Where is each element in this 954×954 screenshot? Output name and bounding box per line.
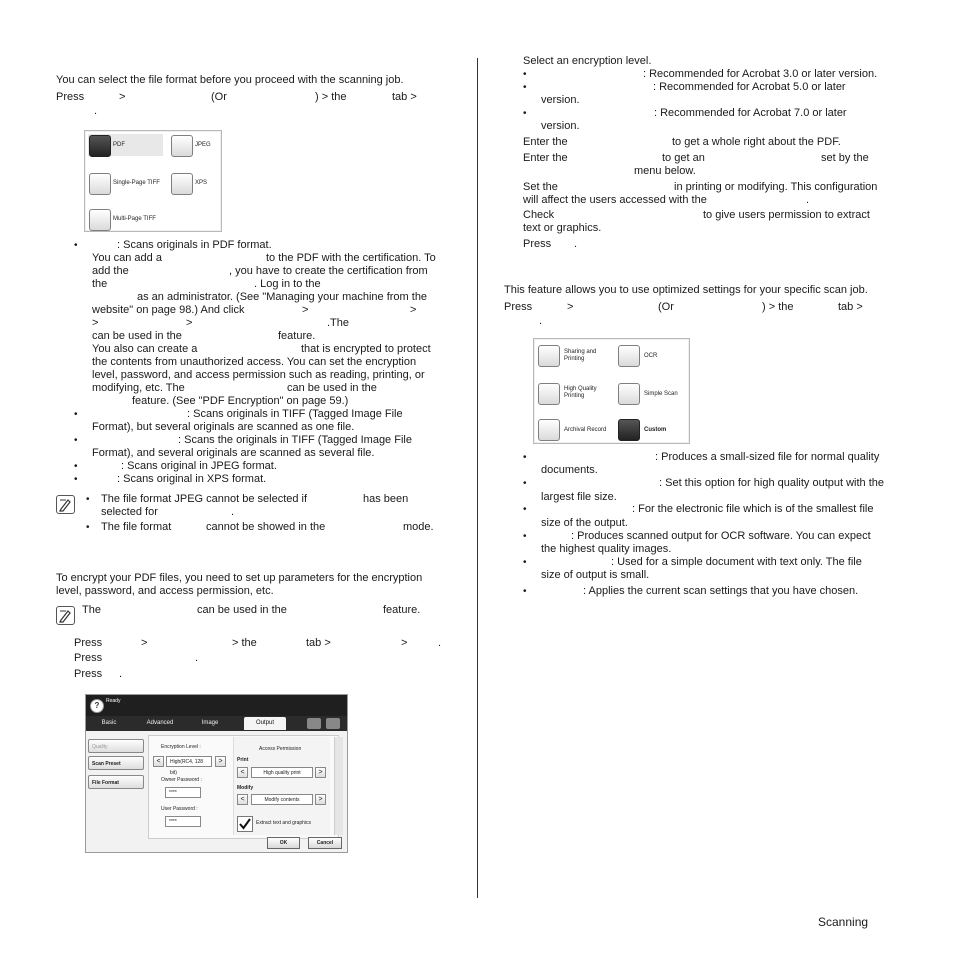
encryption-level-value: High(RC4, 128 bit) — [166, 756, 212, 767]
encryption-prev-button[interactable]: < — [153, 756, 164, 767]
single-page-tiff-option-checkbox[interactable] — [89, 173, 111, 195]
tab-advanced[interactable]: Advanced — [146, 720, 174, 726]
encryption-level-label: Encryption Level : — [161, 744, 201, 750]
custom-option-checkbox[interactable] — [618, 419, 640, 441]
ok-button[interactable]: OK — [267, 837, 300, 849]
select-level-step: Select an encryption level. — [523, 55, 652, 67]
archival-record-option-checkbox[interactable] — [538, 419, 560, 441]
note-icon — [56, 606, 75, 625]
high-quality-printing-option-checkbox[interactable] — [538, 383, 560, 405]
tab-output[interactable]: Output — [244, 717, 286, 730]
high-quality-printing-option-label: High Quality Printing — [564, 386, 597, 399]
modify-prev-button[interactable]: < — [237, 794, 248, 805]
user-password-field[interactable]: **** — [165, 816, 201, 827]
side-quality[interactable]: Quality — [88, 739, 144, 753]
page-footer: Scanning — [818, 915, 869, 929]
pdf-encryption-screen — [85, 694, 348, 853]
file-format-intro: You can select the file format before you proceed with the scanning job. — [56, 74, 404, 86]
ocr-option-checkbox[interactable] — [618, 345, 640, 367]
tab-image[interactable]: Image — [201, 720, 219, 726]
side-file-format[interactable]: File Format — [88, 775, 144, 789]
modify-value: Modify contents — [251, 794, 313, 805]
pdf-option-label: PDF — [113, 142, 125, 148]
pdf-option-checkbox[interactable] — [89, 135, 111, 157]
multi-page-tiff-option-checkbox[interactable] — [89, 209, 111, 231]
jpeg-option-label: JPEG — [195, 142, 211, 148]
simple-scan-option-label: Simple Scan — [644, 391, 678, 397]
scrollbar[interactable] — [334, 737, 343, 835]
single-page-tiff-option-label: Single-Page TIFF — [113, 180, 160, 186]
status-text: Ready — [106, 698, 121, 704]
ocr-option-label: OCR — [644, 353, 658, 359]
user-password-label: User Password : — [161, 806, 198, 812]
file-format-panel — [84, 130, 222, 232]
print-prev-button[interactable]: < — [237, 767, 248, 778]
tab-basic[interactable]: Basic — [101, 720, 117, 726]
access-permission-label: Access Permission — [259, 746, 302, 752]
jpeg-option-checkbox[interactable] — [171, 135, 193, 157]
cancel-button[interactable]: Cancel — [308, 837, 342, 849]
sharing-printing-option-label: Sharing and Printing — [564, 349, 597, 362]
up-arrow-icon[interactable] — [307, 718, 321, 729]
home-icon[interactable] — [326, 718, 340, 729]
column-divider — [477, 58, 478, 898]
multi-page-tiff-option-label: Multi-Page TIFF — [113, 216, 156, 222]
encrypt-intro-line2: level, password, and access permission, etc. — [56, 585, 274, 597]
print-label: Print — [237, 757, 249, 763]
scan-preset-panel — [533, 338, 690, 444]
help-icon[interactable]: ? — [90, 699, 104, 713]
check-icon — [238, 817, 252, 831]
modify-next-button[interactable]: > — [315, 794, 326, 805]
archival-record-option-label: Archival Record — [564, 427, 607, 433]
simple-scan-option-checkbox[interactable] — [618, 383, 640, 405]
extract-checkbox[interactable] — [237, 816, 253, 832]
xps-option-checkbox[interactable] — [171, 173, 193, 195]
note-icon — [56, 495, 75, 514]
owner-password-field[interactable]: **** — [165, 787, 201, 798]
xps-option-label: XPS — [195, 180, 208, 186]
extract-label: Extract text and graphics — [256, 820, 312, 826]
side-scan-preset[interactable]: Scan Preset — [88, 756, 144, 770]
print-value: High quality print — [251, 767, 313, 778]
encrypt-intro-line1: To encrypt your PDF files, you need to set up parameters for the encryption — [56, 572, 423, 584]
scan-preset-intro: This feature allows you to use optimized settings for your specific scan job. — [504, 284, 868, 296]
encryption-next-button[interactable]: > — [215, 756, 226, 767]
status-bar — [86, 695, 347, 716]
owner-password-label: Owner Password : — [161, 777, 202, 783]
modify-label: Modify — [237, 785, 254, 791]
sharing-printing-option-checkbox[interactable] — [538, 345, 560, 367]
custom-option-label: Custom — [644, 427, 667, 433]
print-next-button[interactable]: > — [315, 767, 326, 778]
